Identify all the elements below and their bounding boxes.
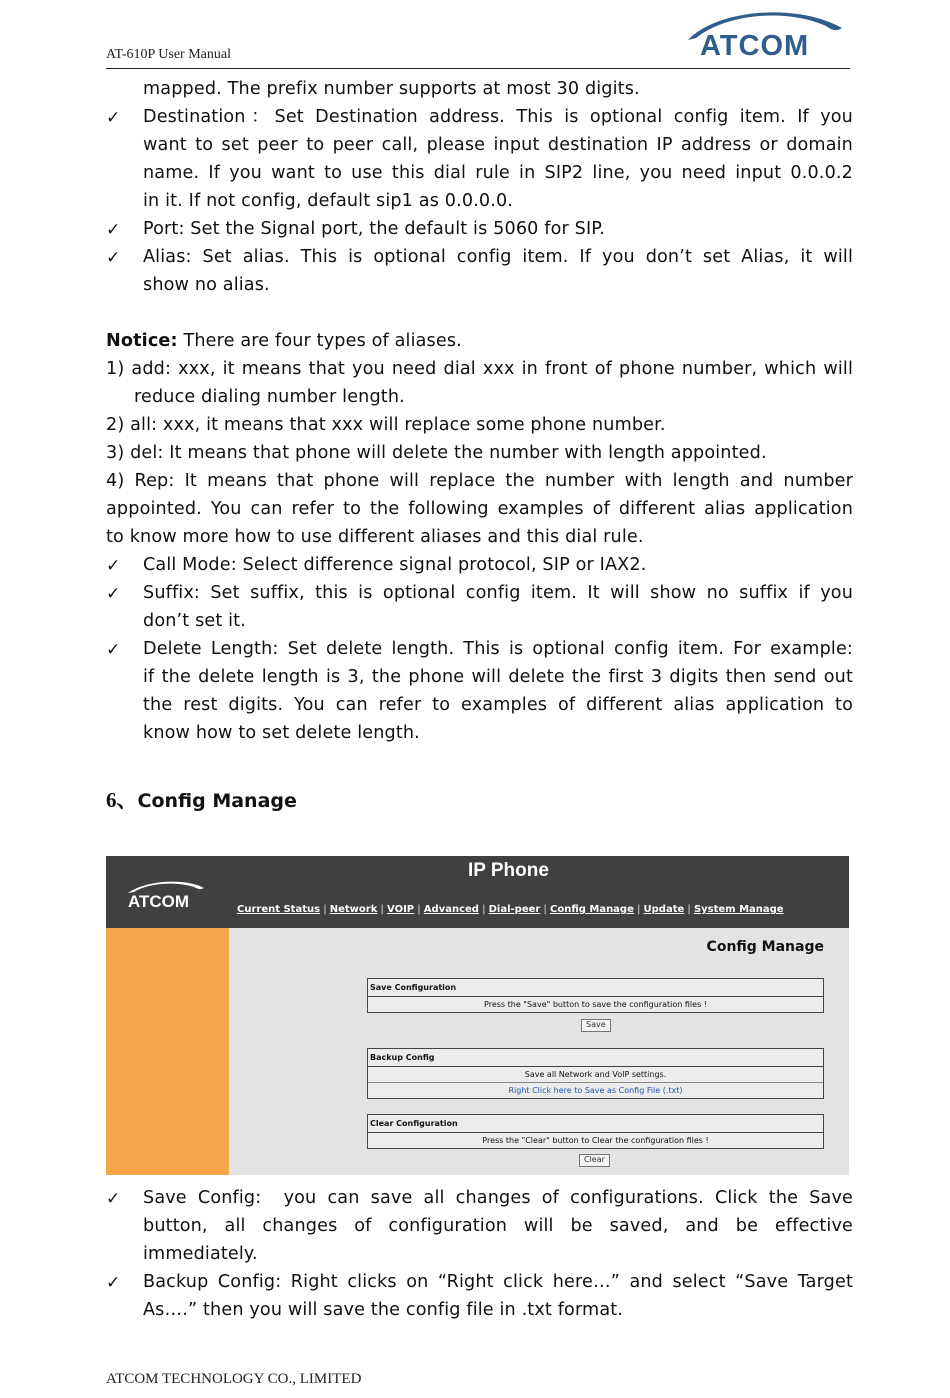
box-header: Backup Config bbox=[368, 1049, 823, 1067]
check-icon: ✓ bbox=[106, 248, 121, 268]
check-icon: ✓ bbox=[106, 556, 121, 576]
text-line: Port: Set the Signal port, the default is 5060 for SIP. bbox=[143, 219, 606, 239]
nav-system-manage[interactable]: System Manage bbox=[693, 904, 784, 915]
notice-label: Notice: bbox=[106, 331, 178, 351]
manual-title: AT-610P User Manual bbox=[106, 47, 231, 62]
text-line: Suffix: Set suffix, this is optional config item. It will show no suffix if you bbox=[143, 583, 853, 603]
screenshot-page-heading: Config Manage bbox=[706, 939, 824, 955]
text-line: Delete Length: Set delete length. This is optional config item. For example: bbox=[143, 639, 853, 659]
check-icon: ✓ bbox=[106, 1273, 121, 1293]
section-number: 6、 bbox=[106, 788, 138, 812]
text-line: immediately. bbox=[143, 1244, 258, 1264]
page-header bbox=[106, 0, 850, 69]
text-line: button, all changes of configuration will be saved, and be effective bbox=[143, 1216, 853, 1236]
check-icon: ✓ bbox=[106, 1189, 121, 1209]
page-footer: ATCOM TECHNOLOGY CO., LIMITED bbox=[106, 1371, 362, 1387]
nav-network[interactable]: Network bbox=[329, 904, 378, 915]
text-line: in it. If not config, default sip1 as 0.0.0.0. bbox=[143, 191, 514, 211]
section-title: Config Manage bbox=[137, 790, 297, 812]
nav-advanced[interactable]: Advanced bbox=[423, 904, 479, 915]
nav-current-status[interactable]: Current Status bbox=[237, 904, 321, 915]
text-line: know how to set delete length. bbox=[143, 723, 420, 743]
save-configuration-box bbox=[367, 978, 824, 1013]
atcom-logo bbox=[686, 6, 846, 64]
box-text: Save all Network and VoIP settings. bbox=[524, 1070, 667, 1079]
text-line: want to set peer to peer call, please input destination IP address or domain bbox=[143, 135, 853, 155]
text-line: if the delete length is 3, the phone will delete the first 3 digits then send out bbox=[143, 667, 853, 687]
screenshot-header bbox=[106, 856, 849, 928]
logo-text: ATCOM bbox=[700, 30, 810, 62]
text-line: 2) all: xxx, it means that xxx will replace some phone number. bbox=[106, 415, 666, 435]
text-line: Call Mode: Select difference signal protocol, SIP or IAX2. bbox=[143, 555, 647, 575]
backup-config-box bbox=[367, 1048, 824, 1099]
text-line: As….” then you will save the config file in .txt format. bbox=[143, 1300, 624, 1320]
text-line: Alias: Set alias. This is optional config item. If you don’t set Alias, it will bbox=[143, 247, 853, 267]
notice-text: There are four types of aliases. bbox=[177, 331, 462, 351]
check-icon: ✓ bbox=[106, 640, 121, 660]
nav-dial-peer[interactable]: Dial-peer bbox=[488, 904, 541, 915]
check-icon: ✓ bbox=[106, 584, 121, 604]
notice-line bbox=[106, 327, 462, 355]
save-config-file-link[interactable]: Right Click here to Save as Config File (.txt) bbox=[368, 1082, 823, 1098]
text-line: name. If you want to use this dial rule in SIP2 line, you need input 0.0.0.2 bbox=[143, 163, 853, 183]
screenshot-logo-text: ATCOM bbox=[128, 892, 190, 911]
box-header: Clear Configuration bbox=[368, 1115, 823, 1133]
text-line: 1) add: xxx, it means that you need dial xxx in front of phone number, which will bbox=[106, 359, 853, 379]
clear-button[interactable]: Clear bbox=[579, 1154, 610, 1167]
text-line: Backup Config: Right clicks on “Right click here…” and select “Save Target bbox=[143, 1272, 853, 1292]
screenshot-app-title: IP Phone bbox=[468, 860, 549, 881]
nav-config-manage[interactable]: Config Manage bbox=[549, 904, 634, 915]
screenshot-nav: Current Status | Network | VOIP | Advanced | Dial-peer | Config Manage | Update | System Manage bbox=[237, 904, 784, 915]
save-button[interactable]: Save bbox=[581, 1019, 611, 1032]
box-text: Press the "Save" button to save the configuration files ! bbox=[484, 1000, 707, 1009]
nav-voip[interactable]: VOIP bbox=[387, 904, 415, 915]
text-line: Save Config: you can save all changes of configurations. Click the Save bbox=[143, 1188, 853, 1208]
check-icon: ✓ bbox=[106, 108, 121, 128]
check-icon: ✓ bbox=[106, 220, 121, 240]
text-line: show no alias. bbox=[143, 275, 270, 295]
text-line: the rest digits. You can refer to examples of different alias application to bbox=[143, 695, 853, 715]
screenshot-sidebar bbox=[106, 928, 229, 1175]
nav-update[interactable]: Update bbox=[643, 904, 685, 915]
section-heading bbox=[106, 784, 297, 814]
text-line: don’t set it. bbox=[143, 611, 246, 631]
text-line: 4) Rep: It means that phone will replace the number with length and number bbox=[106, 471, 853, 491]
text-line: reduce dialing number length. bbox=[134, 387, 405, 407]
text-line: 3) del: It means that phone will delete the number with length appointed. bbox=[106, 443, 767, 463]
text-line: to know more how to use different aliases and this dial rule. bbox=[106, 527, 644, 547]
box-header: Save Configuration bbox=[368, 979, 823, 997]
text-line: appointed. You can refer to the following examples of different alias application bbox=[106, 499, 853, 519]
screenshot-logo bbox=[126, 880, 206, 914]
text-line: Destination：Set Destination address. This is optional config item. If you bbox=[143, 107, 853, 127]
text-line: mapped. The prefix number supports at most 30 digits. bbox=[143, 79, 640, 99]
config-manage-screenshot bbox=[106, 856, 849, 1175]
box-text: Press the "Clear" button to Clear the configuration files ! bbox=[482, 1136, 709, 1145]
screenshot-content bbox=[229, 928, 849, 1175]
clear-configuration-box bbox=[367, 1114, 824, 1149]
